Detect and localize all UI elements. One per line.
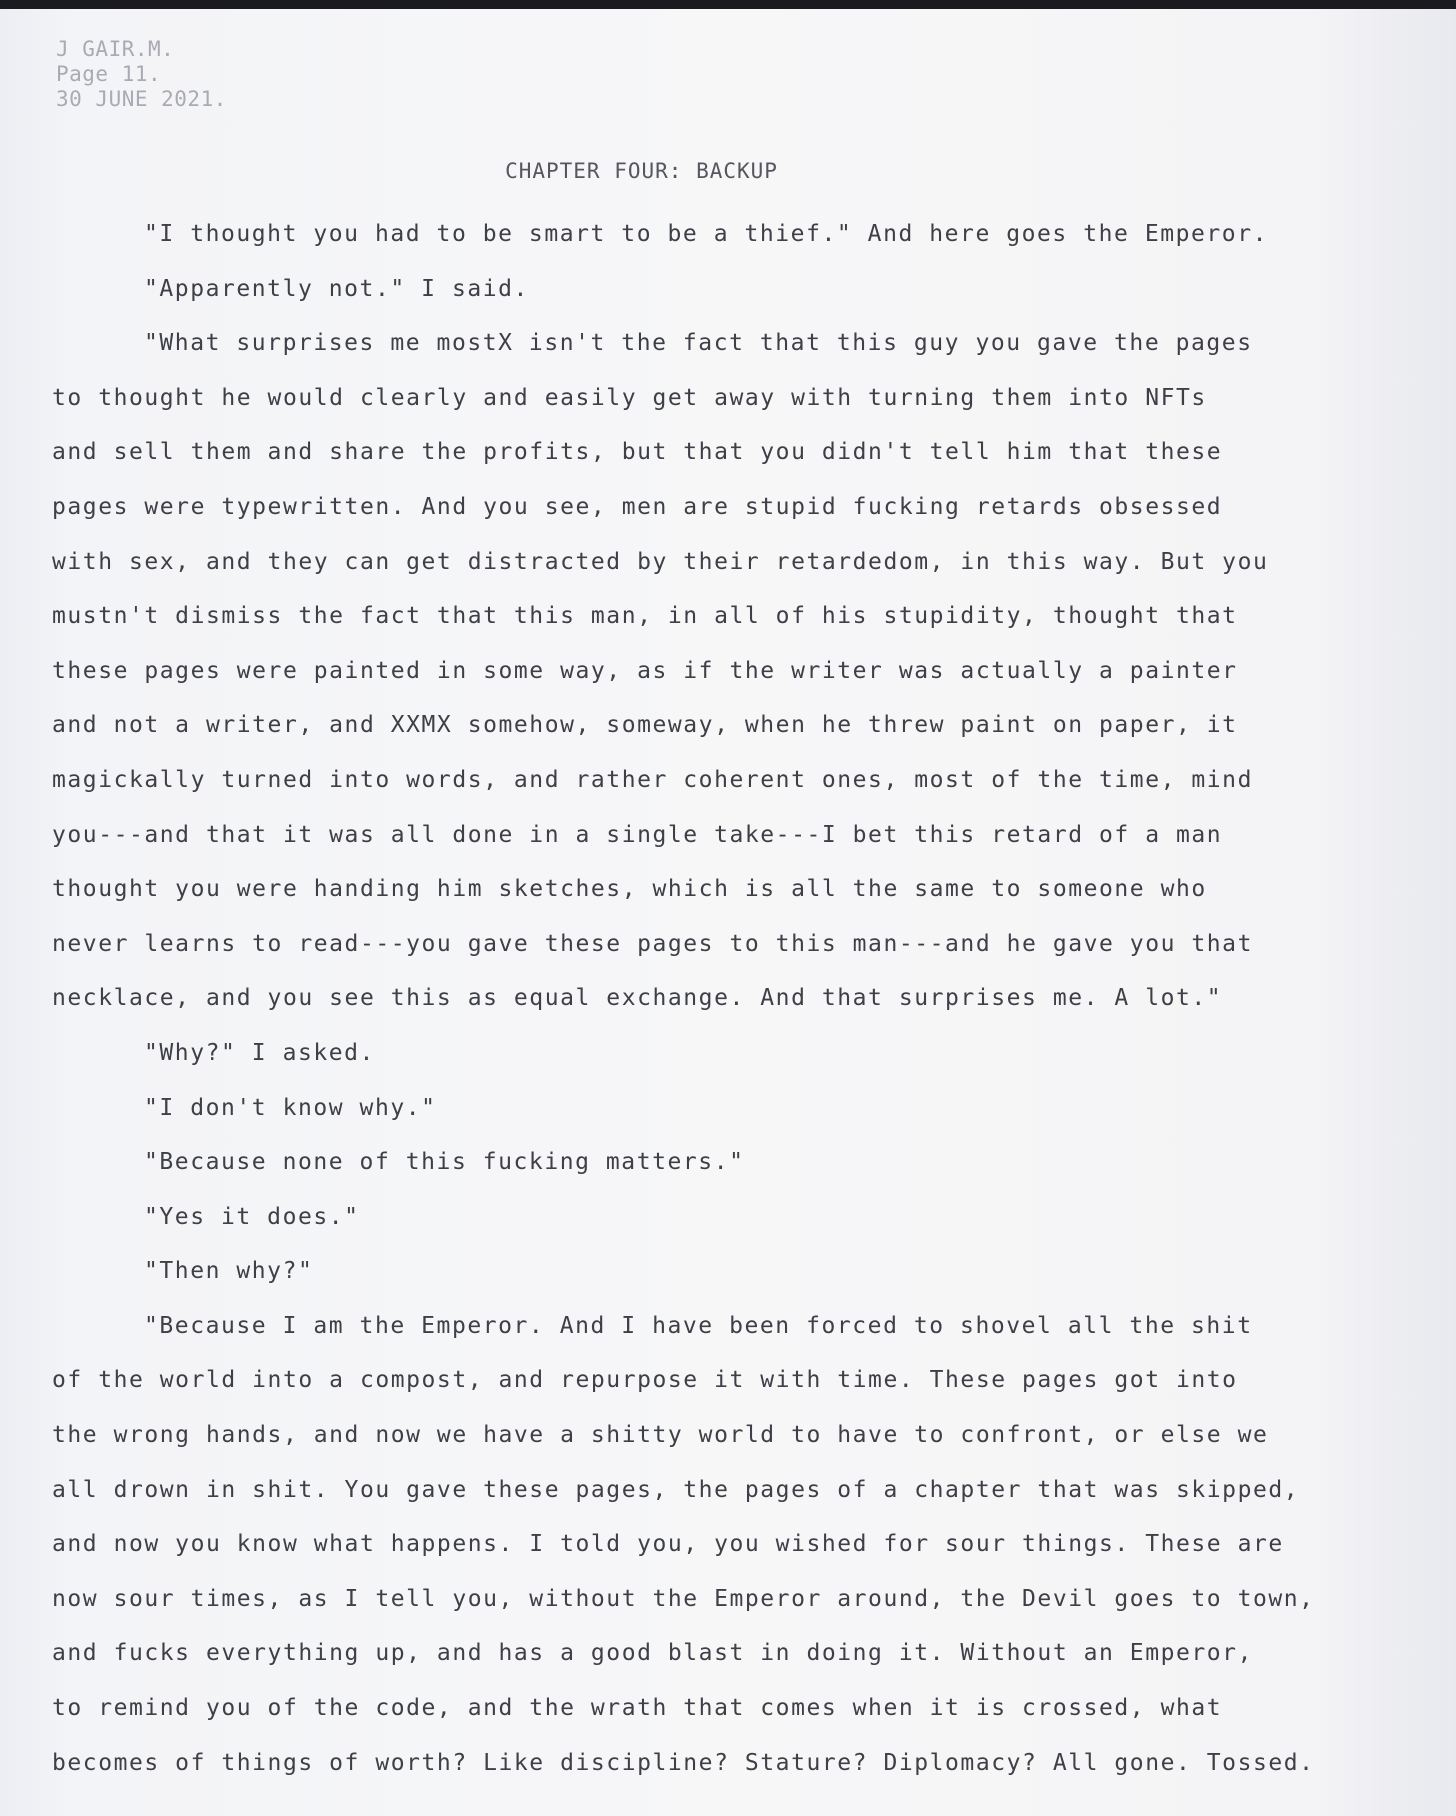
- text-line: the wrong hands, and now we have a shitty world to have to confront, or else we: [52, 1422, 1269, 1449]
- text-line: you---and that it was all done in a single take---I bet this retard of a man: [52, 821, 1223, 848]
- text-line: necklace, and you see this as equal exchange. And that surprises me. A lot.": [52, 985, 1223, 1012]
- text-line: "Then why?": [144, 1258, 314, 1285]
- page-header: [56, 37, 227, 112]
- header-page-number: Page 11.: [56, 62, 162, 86]
- text-line: and fucks everything up, and has a good blast in doing it. Without an Emperor,: [52, 1640, 1253, 1667]
- text-line: and now you know what happens. I told you, you wished for sour things. These are: [52, 1531, 1284, 1558]
- text-line: with sex, and they can get distracted by their retardedom, in this way. But you: [52, 548, 1269, 575]
- text-line: all drown in shit. You gave these pages, the pages of a chapter that was skipped,: [52, 1476, 1300, 1503]
- text-line: to remind you of the code, and the wrath that comes when it is crossed, what: [52, 1695, 1223, 1722]
- text-line: mustn't dismiss the fact that this man, in all of his stupidity, thought that: [52, 603, 1238, 630]
- text-line: to thought he would clearly and easily get away with turning them into NFTs: [52, 384, 1207, 411]
- text-line: of the world into a compost, and repurpose it with time. These pages got into: [52, 1367, 1238, 1394]
- text-line: and not a writer, and XXMX somehow, someway, when he threw paint on paper, it: [52, 712, 1238, 739]
- body-text: [52, 207, 1447, 1790]
- text-line: "Because I am the Emperor. And I have been forced to shovel all the shit: [144, 1312, 1253, 1339]
- text-line: thought you were handing him sketches, which is all the same to someone who: [52, 876, 1207, 903]
- text-line: "I thought you had to be smart to be a thief." And here goes the Emperor.: [144, 221, 1268, 247]
- text-line: becomes of things of worth? Like discipline? Stature? Diplomacy? All gone. Tossed.: [52, 1749, 1315, 1776]
- text-line: and sell them and share the profits, but that you didn't tell him that these: [52, 439, 1223, 466]
- typewritten-page: [0, 9, 1456, 1816]
- chapter-title: CHAPTER FOUR: BACKUP: [505, 159, 778, 183]
- header-author: J GAIR.M.: [56, 37, 175, 61]
- text-line: now sour times, as I tell you, without the Emperor around, the Devil goes to town,: [52, 1585, 1315, 1612]
- text-line: "Why?" I asked.: [144, 1039, 375, 1066]
- text-line: these pages were painted in some way, as if the writer was actually a painter: [52, 657, 1238, 684]
- text-line: "Because none of this fucking matters.": [144, 1149, 745, 1176]
- text-line: "I don't know why.": [144, 1094, 437, 1121]
- text-line: never learns to read---you gave these pages to this man---and he gave you that: [52, 930, 1253, 957]
- header-date: 30 JUNE 2021.: [56, 87, 227, 111]
- text-line: pages were typewritten. And you see, men are stupid fucking retards obsessed: [52, 493, 1223, 520]
- scan-top-edge: [0, 0, 1456, 9]
- text-line: magickally turned into words, and rather coherent ones, most of the time, mind: [52, 766, 1253, 793]
- text-line: "What surprises me mostX isn't the fact that this guy you gave the pages: [144, 330, 1253, 357]
- text-line: "Yes it does.": [144, 1203, 360, 1230]
- text-line: "Apparently not." I said.: [144, 275, 529, 302]
